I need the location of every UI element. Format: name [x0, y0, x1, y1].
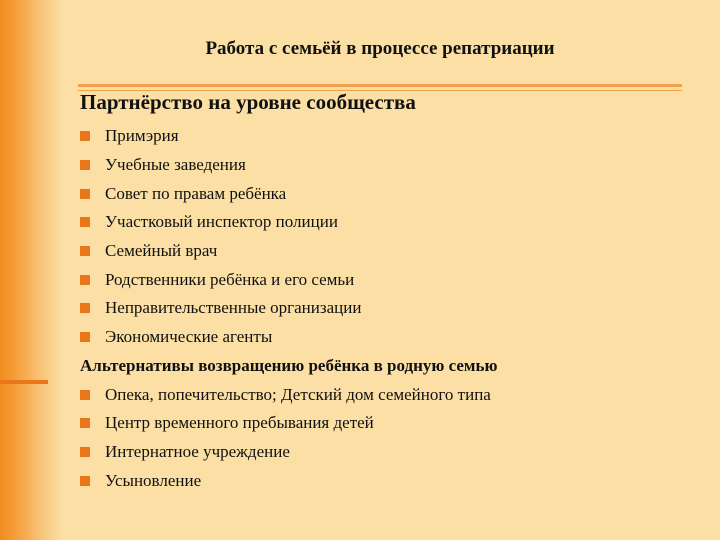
slide-title: Работа с семьёй в процессе репатриации: [205, 38, 555, 59]
list-item-label: Участковый инспектор полиции: [105, 212, 338, 232]
sub-heading: Альтернативы возвращению ребёнка в родную семью: [80, 355, 498, 375]
list-item-label: Совет по правам ребёнка: [105, 183, 287, 203]
square-bullet-icon: [80, 246, 90, 256]
square-bullet-icon: [80, 418, 90, 428]
square-bullet-icon: [80, 217, 90, 227]
list-item: [80, 265, 700, 294]
list-item-label: Интернатное учреждение: [105, 441, 290, 461]
list-item-label: Экономические агенты: [105, 327, 273, 347]
left-decorative-tick: [0, 380, 48, 384]
list-item: [80, 466, 700, 495]
square-bullet-icon: [80, 275, 90, 285]
list-item-label: Семейный врач: [105, 241, 218, 261]
list-item: [80, 208, 700, 237]
list-item: [80, 294, 700, 323]
list-item: [80, 438, 700, 467]
left-decorative-bar: [0, 0, 62, 540]
list-item-label: Центр временного пребывания детей: [105, 413, 374, 433]
square-bullet-icon: [80, 332, 90, 342]
square-bullet-icon: [80, 189, 90, 199]
section-heading: Партнёрство на уровне сообщества: [80, 90, 416, 114]
square-bullet-icon: [80, 303, 90, 313]
list-item-label: Усыновление: [105, 470, 202, 490]
list-item-label: Родственники ребёнка и его семьи: [105, 269, 355, 289]
list-item: [80, 409, 700, 438]
list-item-label: Примэрия: [105, 126, 179, 146]
list-item-label: Учебные заведения: [105, 155, 246, 175]
list-item: [80, 380, 700, 409]
list-item-label: Опека, попечительство; Детский дом семейного типа: [105, 384, 491, 404]
square-bullet-icon: [80, 131, 90, 141]
square-bullet-icon: [80, 390, 90, 400]
square-bullet-icon: [80, 476, 90, 486]
heading-rule-thick: [78, 84, 682, 87]
list-item: [80, 122, 700, 151]
square-bullet-icon: [80, 447, 90, 457]
list-item: [80, 237, 700, 266]
list-item: [80, 151, 700, 180]
bullet-list: [80, 122, 700, 495]
list-item-label: Неправительственные организации: [105, 298, 362, 318]
list-item: [80, 323, 700, 352]
square-bullet-icon: [80, 160, 90, 170]
list-item: [80, 179, 700, 208]
